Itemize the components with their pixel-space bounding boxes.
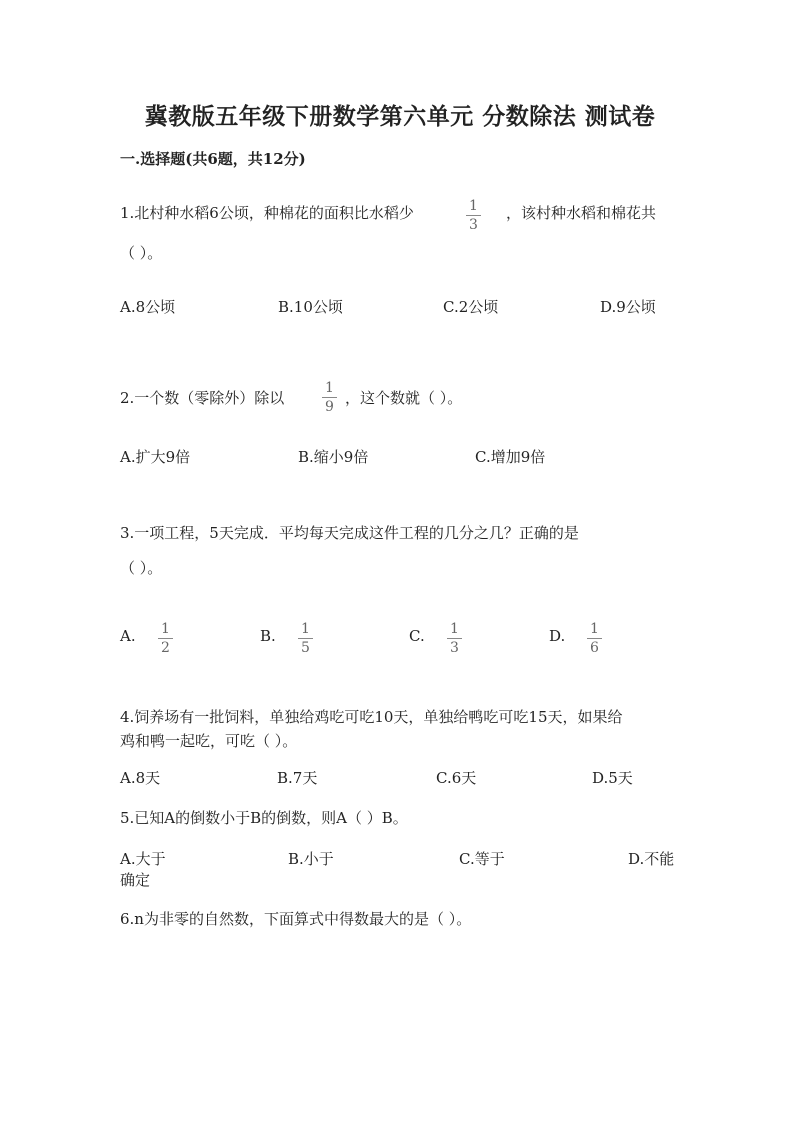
- q5-text: 5.已知A的倒数小于B的倒数，则A（ ）B。: [120, 809, 408, 827]
- q4-line-2: 鸡和鸭一起吃，可吃（ ）。: [120, 732, 298, 750]
- q5-option-b: B.小于: [288, 850, 334, 868]
- q3-option-a-num: 1: [158, 622, 173, 639]
- q3-option-b-num: 1: [298, 622, 313, 639]
- q3-option-d-fraction: [587, 622, 602, 655]
- q1-blank-line: （ ）。: [120, 244, 163, 262]
- q2-fraction-num: 1: [322, 381, 337, 398]
- q3-option-d-num: 1: [587, 622, 602, 639]
- q4-line-1: 4.饲养场有一批饲料，单独给鸡吃可吃10天，单独给鸭吃可吃15天，如果给: [120, 708, 623, 726]
- q5-option-d: D.不能: [628, 850, 675, 868]
- page-title: 冀教版五年级下册数学第六单元 分数除法 测试卷: [144, 103, 656, 130]
- q1-option-a: A.8公顷: [120, 298, 176, 316]
- q3-option-a-fraction: [158, 622, 173, 655]
- q1-option-d: D.9公顷: [600, 298, 656, 316]
- q2-text-b: ，这个数就（ ）。: [345, 389, 463, 407]
- q3-option-c-den: 3: [450, 640, 459, 656]
- q3-blank-line: （ ）。: [120, 559, 163, 577]
- q3-option-c-num: 1: [447, 622, 462, 639]
- q1-text-a: 1.北村种水稻6公顷，种棉花的面积比水稻少: [120, 204, 414, 222]
- q5-option-a: A.大于: [120, 850, 166, 868]
- section-heading: 一.选择题(共6题，共12分): [120, 150, 306, 168]
- q2-option-c: C.增加9倍: [475, 448, 546, 466]
- q4-option-a: A.8天: [120, 769, 161, 787]
- q1-fraction-num: 1: [466, 199, 481, 216]
- q3-option-a-den: 2: [161, 640, 170, 656]
- q3-option-a-label: A.: [120, 627, 136, 645]
- q2-option-a: A.扩大9倍: [120, 448, 191, 466]
- q3-option-b-den: 5: [301, 640, 310, 656]
- q3-option-d-den: 6: [590, 640, 599, 656]
- q3-option-b-fraction: [298, 622, 313, 655]
- q1-option-c: C.2公顷: [443, 298, 499, 316]
- q1-fraction: [466, 199, 481, 232]
- q3-option-d-label: D.: [549, 627, 566, 645]
- q3-text: 3.一项工程，5天完成．平均每天完成这件工程的几分之几？正确的是: [120, 524, 579, 542]
- q6-text: 6.n为非零的自然数，下面算式中得数最大的是（ ）。: [120, 910, 472, 928]
- q1-fraction-den: 3: [469, 217, 478, 233]
- q4-option-d: D.5天: [592, 769, 633, 787]
- q1-option-b: B.10公顷: [278, 298, 343, 316]
- q2-fraction-den: 9: [325, 399, 334, 415]
- q2-fraction: [322, 381, 337, 414]
- q2-option-b: B.缩小9倍: [298, 448, 369, 466]
- q3-option-c-fraction: [447, 622, 462, 655]
- q4-option-b: B.7天: [277, 769, 318, 787]
- q3-option-b-label: B.: [260, 627, 276, 645]
- q2-text-a: 2.一个数（零除外）除以: [120, 389, 285, 407]
- q5-option-c: C.等于: [459, 850, 505, 868]
- q5-option-d-wrap: 确定: [120, 871, 151, 889]
- q4-option-c: C.6天: [436, 769, 477, 787]
- q3-option-c-label: C.: [409, 627, 425, 645]
- q1-text-b: ，该村种水稻和棉花共: [506, 204, 657, 222]
